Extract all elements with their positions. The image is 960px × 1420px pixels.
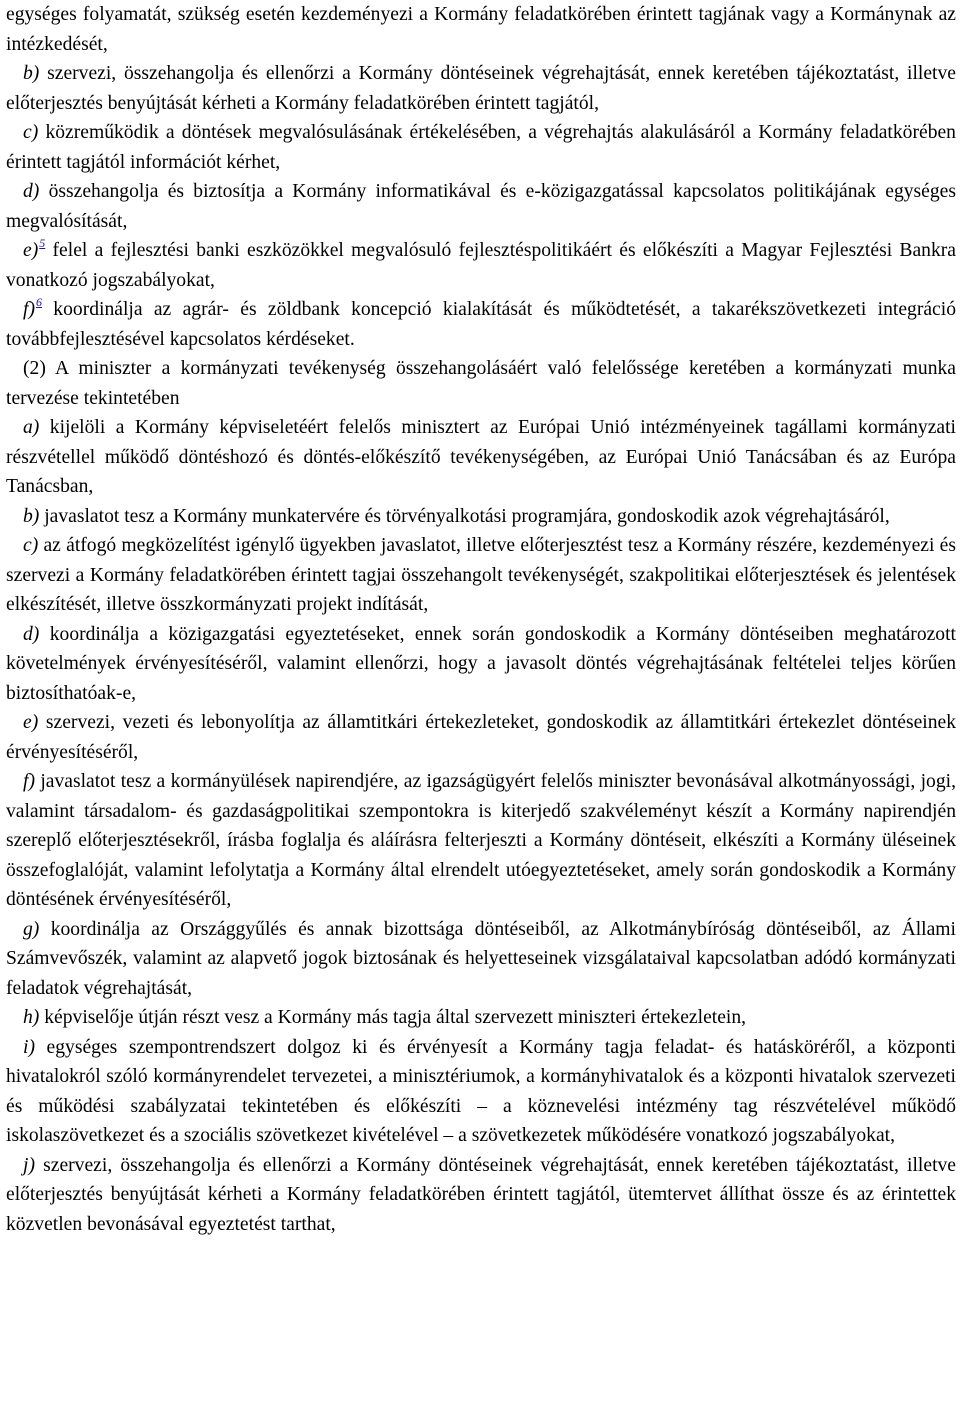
list-marker [23,122,38,143]
document-paragraph [6,118,956,177]
document-paragraph [6,531,956,620]
document-paragraph [6,1033,956,1151]
list-marker-label: e) [23,712,39,733]
paragraph-text: közreműködik a döntések megvalósulásának értékelésében, a végrehajtás alakulásáról a Kormány feladatkörében érintett tagjától információt kérhet, [6,122,956,173]
document-paragraph [6,354,956,413]
list-marker [23,181,39,202]
document-paragraph [6,620,956,709]
list-marker-label: a) [23,417,40,438]
paragraph-text: felel a fejlesztési banki eszközökkel megvalósuló fejlesztéspolitikáért és előkészíti a Magyar Fejlesztési Bankra vonatkozó jogszabályokat, [6,240,957,291]
paragraph-text: szervezi, vezeti és lebonyolítja az államtitkári értekezleteket, gondoskodik az államtitkári értekezlet döntéseinek érvényesítéséről, [6,712,956,763]
footnote-link[interactable]: 6 [35,295,42,309]
paragraph-text: szervezi, összehangolja és ellenőrzi a Kormány döntéseinek végrehajtását, ennek keretében tájékoztatást, illetve előterjesztés benyújtását kérheti a Kormány feladatkörében érintett tagjától, [6,63,956,114]
paragraph-text: koordinálja az agrár- és zöldbank koncepció kialakítását és működtetését, a takarékszövetkezeti integráció továbbfejlesztésével kapcsolatos kérdéseket. [6,299,956,350]
list-marker-label: g) [23,918,40,940]
list-marker [23,1155,35,1176]
footnote-link[interactable]: 5 [39,236,46,250]
document-paragraph [6,295,956,354]
list-marker [23,417,39,438]
list-marker-label: b) [23,63,40,84]
list-marker-label: d) [23,623,40,645]
document-paragraph [6,1151,956,1240]
list-marker-label: b) [23,505,40,527]
paragraph-text: összehangolja és biztosítja a Kormány informatikával és e-közigazgatással kapcsolatos politikájának egységes megvalósítását, [6,181,956,232]
list-marker-label: i) [23,1036,35,1058]
list-marker [23,1037,35,1058]
paragraph-text: egységes szempontrendszert dolgoz ki és érvényesít a Kormány tagja feladat- és hatásköréről, a központi hivatalokról szóló kormányrendelet tervezetei, a minisztériumok, a kormányhivatalok és a központi hivatalok szervezeti és működési szabályzatai tekintetében és előkészíti – a köznevelési intézmény tag részvételével működő iskolaszövetkezet és a szociális szövetkezet kivételével – a szövetkezetek működésére vonatkozó jogszabályokat, [6,1036,956,1146]
list-marker [23,712,38,733]
paragraph-text: javaslatot tesz a kormányülések napirendjére, az igazságügyért felelős miniszter bevonásával alkotmányossági, jogi, valamint társadalom- és gazdaságpolitikai szempontokra is kiterjedő szakvéleményt készít a Kormány napirendjén szereplő előterjesztésekről, írásba foglalja és aláírásra felterjeszti a Kormány döntéseit, elkészíti a Kormány üléseinek összefoglalóját, valamint lefolytatja a Kormány által elrendelt utóegyeztetéseket, amely során gondoskodik a Kormány döntésének érvényesítéséről, [6,771,956,910]
list-marker [23,506,39,527]
paragraph-text: képviselője útján részt vesz a Kormány más tagja által szervezett miniszteri értekezletein, [44,1007,747,1028]
list-marker [23,1007,39,1028]
list-marker-label: f) [23,299,35,320]
list-marker [23,771,35,792]
list-marker [23,63,39,84]
paragraph-text: egységes folyamatát, szükség esetén kezdeményezi a Kormány feladatkörében érintett tagjának vagy a Kormánynak az intézkedését, [6,4,956,55]
paragraph-text: koordinálja az Országgyűlés és annak bizottsága döntéseiből, az Alkotmánybíróság döntéseiből, az Állami Számvevőszék, valamint az alapvető jogok biztosának és helyetteseinek vizsgálataival kapcsolatban adódó kormányzati feladatok végrehajtását, [6,918,956,999]
document-paragraph [6,177,956,236]
document-paragraph [6,915,956,1004]
document-paragraph [6,708,956,767]
list-marker [23,236,46,261]
list-marker [23,535,38,556]
document-paragraph [6,1003,956,1033]
list-marker-label: f) [23,771,35,792]
paragraph-text: javaslatot tesz a Kormány munkatervére és törvényalkotási programjára, gondoskodik azok végrehajtásáról, [44,505,890,527]
paragraph-text: szervezi, összehangolja és ellenőrzi a Kormány döntéseinek végrehajtását, ennek keretében tájékoztatást, illetve előterjesztés benyújtását kérheti a Kormány feladatkörében érintett tagjától, ütemtervet állíthat össze és az érintettek közvetlen bevonásával egyeztetést tarthat, [6,1154,957,1235]
paragraph-text: kijelöli a Kormány képviseletéért felelős minisztert az Európai Unió intézményeinek tagállami kormányzati részvétellel működő döntéshozó és döntés-előkészítő tevékenységében, az Európai Unió Tanácsában és az Európa Tanácsban, [6,417,956,497]
list-marker-label: d) [23,181,40,202]
paragraph-text: az átfogó megközelítést igénylő ügyekben javaslatot, illetve előterjesztést tesz a Kormány részére, kezdeményezi és szervezi a Kormány feladatkörében érintett tagjai összehangolt tevékenységét, szakpolitikai előterjesztések és jelentések elkészítését, illetve összkormányzati projekt indítását, [6,535,956,615]
list-marker-label: c) [23,122,39,143]
list-marker [23,624,39,645]
paragraph-text: koordinálja a közigazgatási egyeztetéseket, ennek során gondoskodik a Kormány döntéseiben meghatározott követelmények érvényesítéséről, valamint ellenőrzi, hogy a javasolt döntés végrehajtásának feltételei teljes körűen biztosíthatóak-e, [6,623,956,704]
list-marker-label: j) [23,1154,35,1176]
list-marker-label: c) [23,535,39,556]
document-paragraph [6,413,956,502]
document-paragraph [6,502,956,532]
list-marker-label: e) [23,240,39,261]
list-marker-label: h) [23,1007,40,1028]
list-marker [23,919,39,940]
paragraph-text: (2) A miniszter a kormányzati tevékenység összehangolásáért való felelőssége keretében a kormányzati munka tervezése tekintetében [6,358,956,409]
document-paragraph [6,767,956,915]
document-paragraph [6,0,956,59]
list-marker [23,295,42,320]
document-paragraph [6,236,956,295]
document-paragraph [6,59,956,118]
